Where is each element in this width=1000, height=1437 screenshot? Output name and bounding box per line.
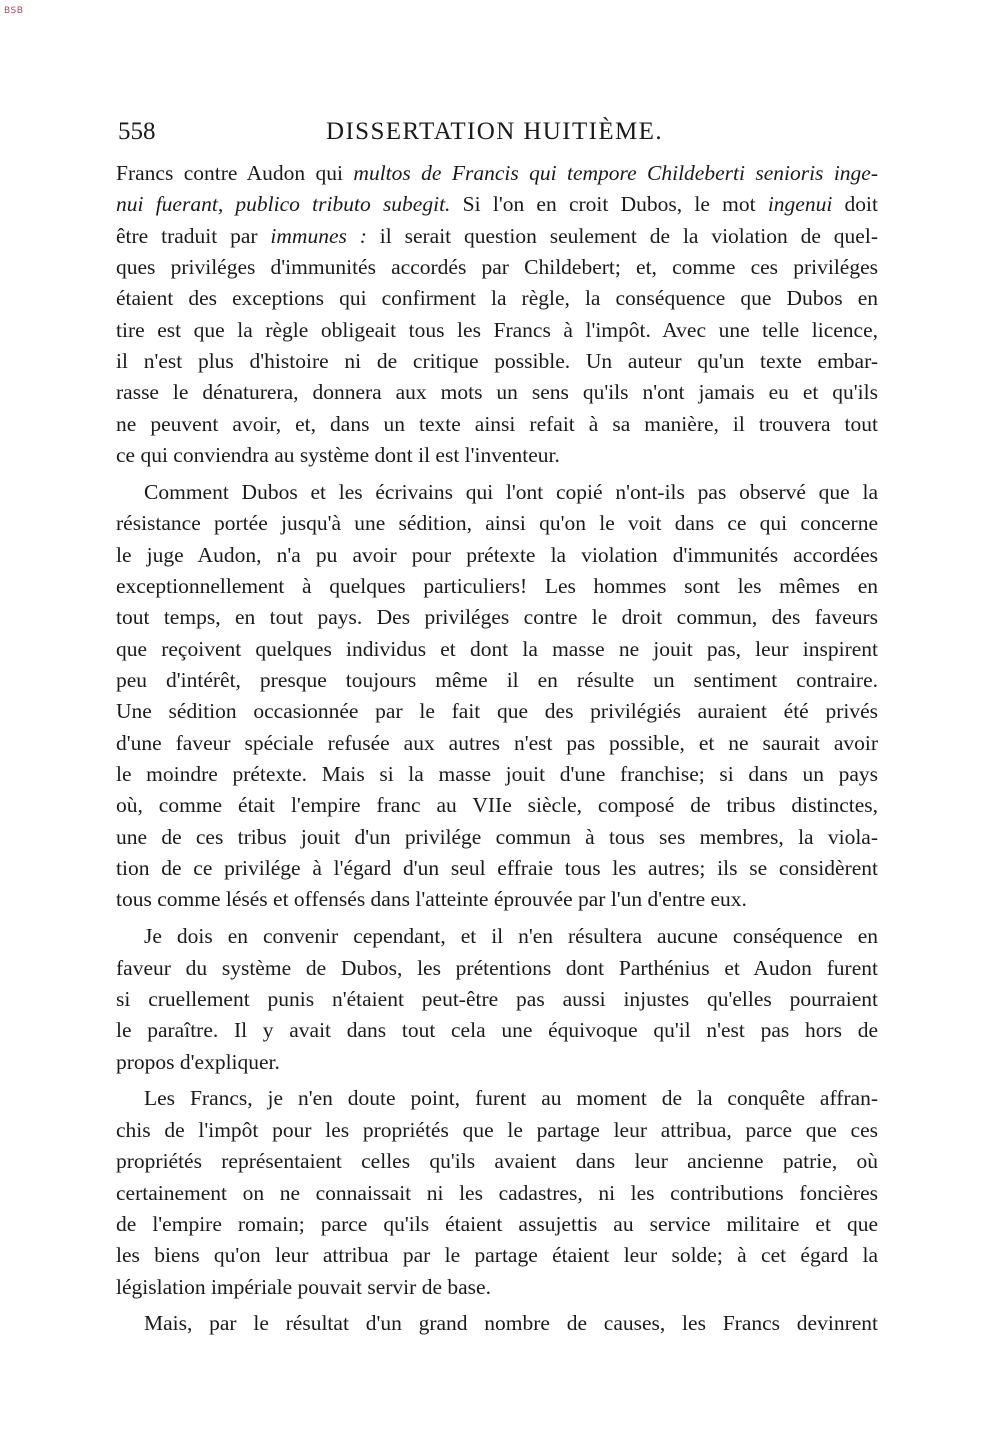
page-number: 558 [118, 118, 156, 145]
text-line: une de ces tribus jouit d'un privilége commun à tous ses membres, la viola- [116, 824, 878, 849]
text-line: tous comme lésés et offensés dans l'atteinte éprouvée par l'un d'entre eux. [116, 887, 747, 912]
text-line: le paraître. Il y avait dans tout cela une équivoque qu'il n'est pas hors de [116, 1018, 878, 1043]
page-header [116, 118, 878, 154]
text-line: Francs contre Audon qui multos de Francis qui tempore Childeberti senioris inge- [116, 161, 878, 185]
text-line: où, comme était l'empire franc au VIIe siècle, composé de tribus distinctes, [116, 793, 878, 818]
text-line: exceptionnellement à quelques particuliers! Les hommes sont les mêmes en [116, 573, 878, 598]
text-line: ques priviléges d'immunités accordés par Childebert; et, comme ces priviléges [116, 255, 878, 280]
text-line: d'une faveur spéciale refusée aux autres n'est pas possible, et ne saurait avoir [116, 730, 878, 755]
body-text [116, 158, 878, 1340]
text-line: les biens qu'on leur attribua par le partage étaient leur solde; à cet égard la [116, 1243, 878, 1268]
text-line: résistance portée jusqu'à une sédition, ainsi qu'on le voit dans ce qui concerne [116, 511, 878, 536]
text-line: peu d'intérêt, presque toujours même il en résulte un sentiment contraire. [116, 668, 878, 692]
text-line: tout temps, en tout pays. Des priviléges contre le droit commun, des faveurs [116, 605, 878, 630]
text-line: législation impériale pouvait servir de base. [116, 1274, 491, 1299]
text-line: Une sédition occasionnée par le fait que des privilégiés auraient été privés [116, 699, 878, 724]
text-line: chis de l'impôt pour les propriétés que le partage leur attribua, parce que ces [116, 1117, 878, 1142]
text-line: ce qui conviendra au système dont il est l'inventeur. [116, 443, 560, 468]
text-line: Comment Dubos et les écrivains qui l'ont copié n'ont-ils pas observé que la [144, 479, 878, 504]
text-line: si cruellement punis n'étaient peut-être pas aussi injustes qu'elles pourraient [116, 986, 878, 1011]
text-line: étaient des exceptions qui confirment la règle, la conséquence que Dubos en [116, 286, 878, 311]
text-line: propos d'expliquer. [116, 1049, 280, 1074]
running-title: DISSERTATION HUITIÈME. [326, 118, 663, 145]
text-line: tire est que la règle obligeait tous les Francs à l'impôt. Avec une telle licence, [116, 317, 878, 342]
text-line: certainement on ne connaissait ni les cadastres, ni les contributions foncières [116, 1180, 878, 1205]
text-line: nui fuerant, publico tributo subegit. Si l'on en croit Dubos, le mot ingenui doit [116, 192, 878, 217]
text-line: le moindre prétexte. Mais si la masse jouit d'une franchise; si dans un pays [116, 762, 878, 787]
text-line: de l'empire romain; parce qu'ils étaient assujettis au service militaire et que [116, 1211, 878, 1236]
text-line: ne peuvent avoir, et, dans un texte ainsi refait à sa manière, il trouvera tout [116, 411, 878, 436]
text-line: faveur du système de Dubos, les prétentions dont Parthénius et Audon furent [116, 955, 878, 980]
text-line: Les Francs, je n'en doute point, furent au moment de la conquête affran- [144, 1086, 878, 1111]
text-line: être traduit par immunes : il serait question seulement de la violation de quel- [116, 223, 878, 248]
text-line: Je dois en convenir cependant, et il n'en résultera aucune conséquence en [144, 924, 878, 949]
text-line: Mais, par le résultat d'un grand nombre de causes, les Francs devinrent [144, 1311, 878, 1336]
library-stamp: BSB [4, 6, 24, 16]
text-line: tion de ce privilége à l'égard d'un seul effraie tous les autres; ils se considèrent [116, 856, 878, 881]
text-line: le juge Audon, n'a pu avoir pour prétexte la violation d'immunités accordées [116, 542, 878, 567]
text-line: il n'est plus d'histoire ni de critique possible. Un auteur qu'un texte embar- [116, 349, 878, 374]
text-line: propriétés représentaient celles qu'ils avaient dans leur ancienne patrie, où [116, 1149, 878, 1174]
text-line: rasse le dénaturera, donnera aux mots un sens qu'ils n'ont jamais eu et qu'ils [116, 380, 878, 405]
text-line: que reçoivent quelques individus et dont la masse ne jouit pas, leur inspirent [116, 636, 878, 661]
